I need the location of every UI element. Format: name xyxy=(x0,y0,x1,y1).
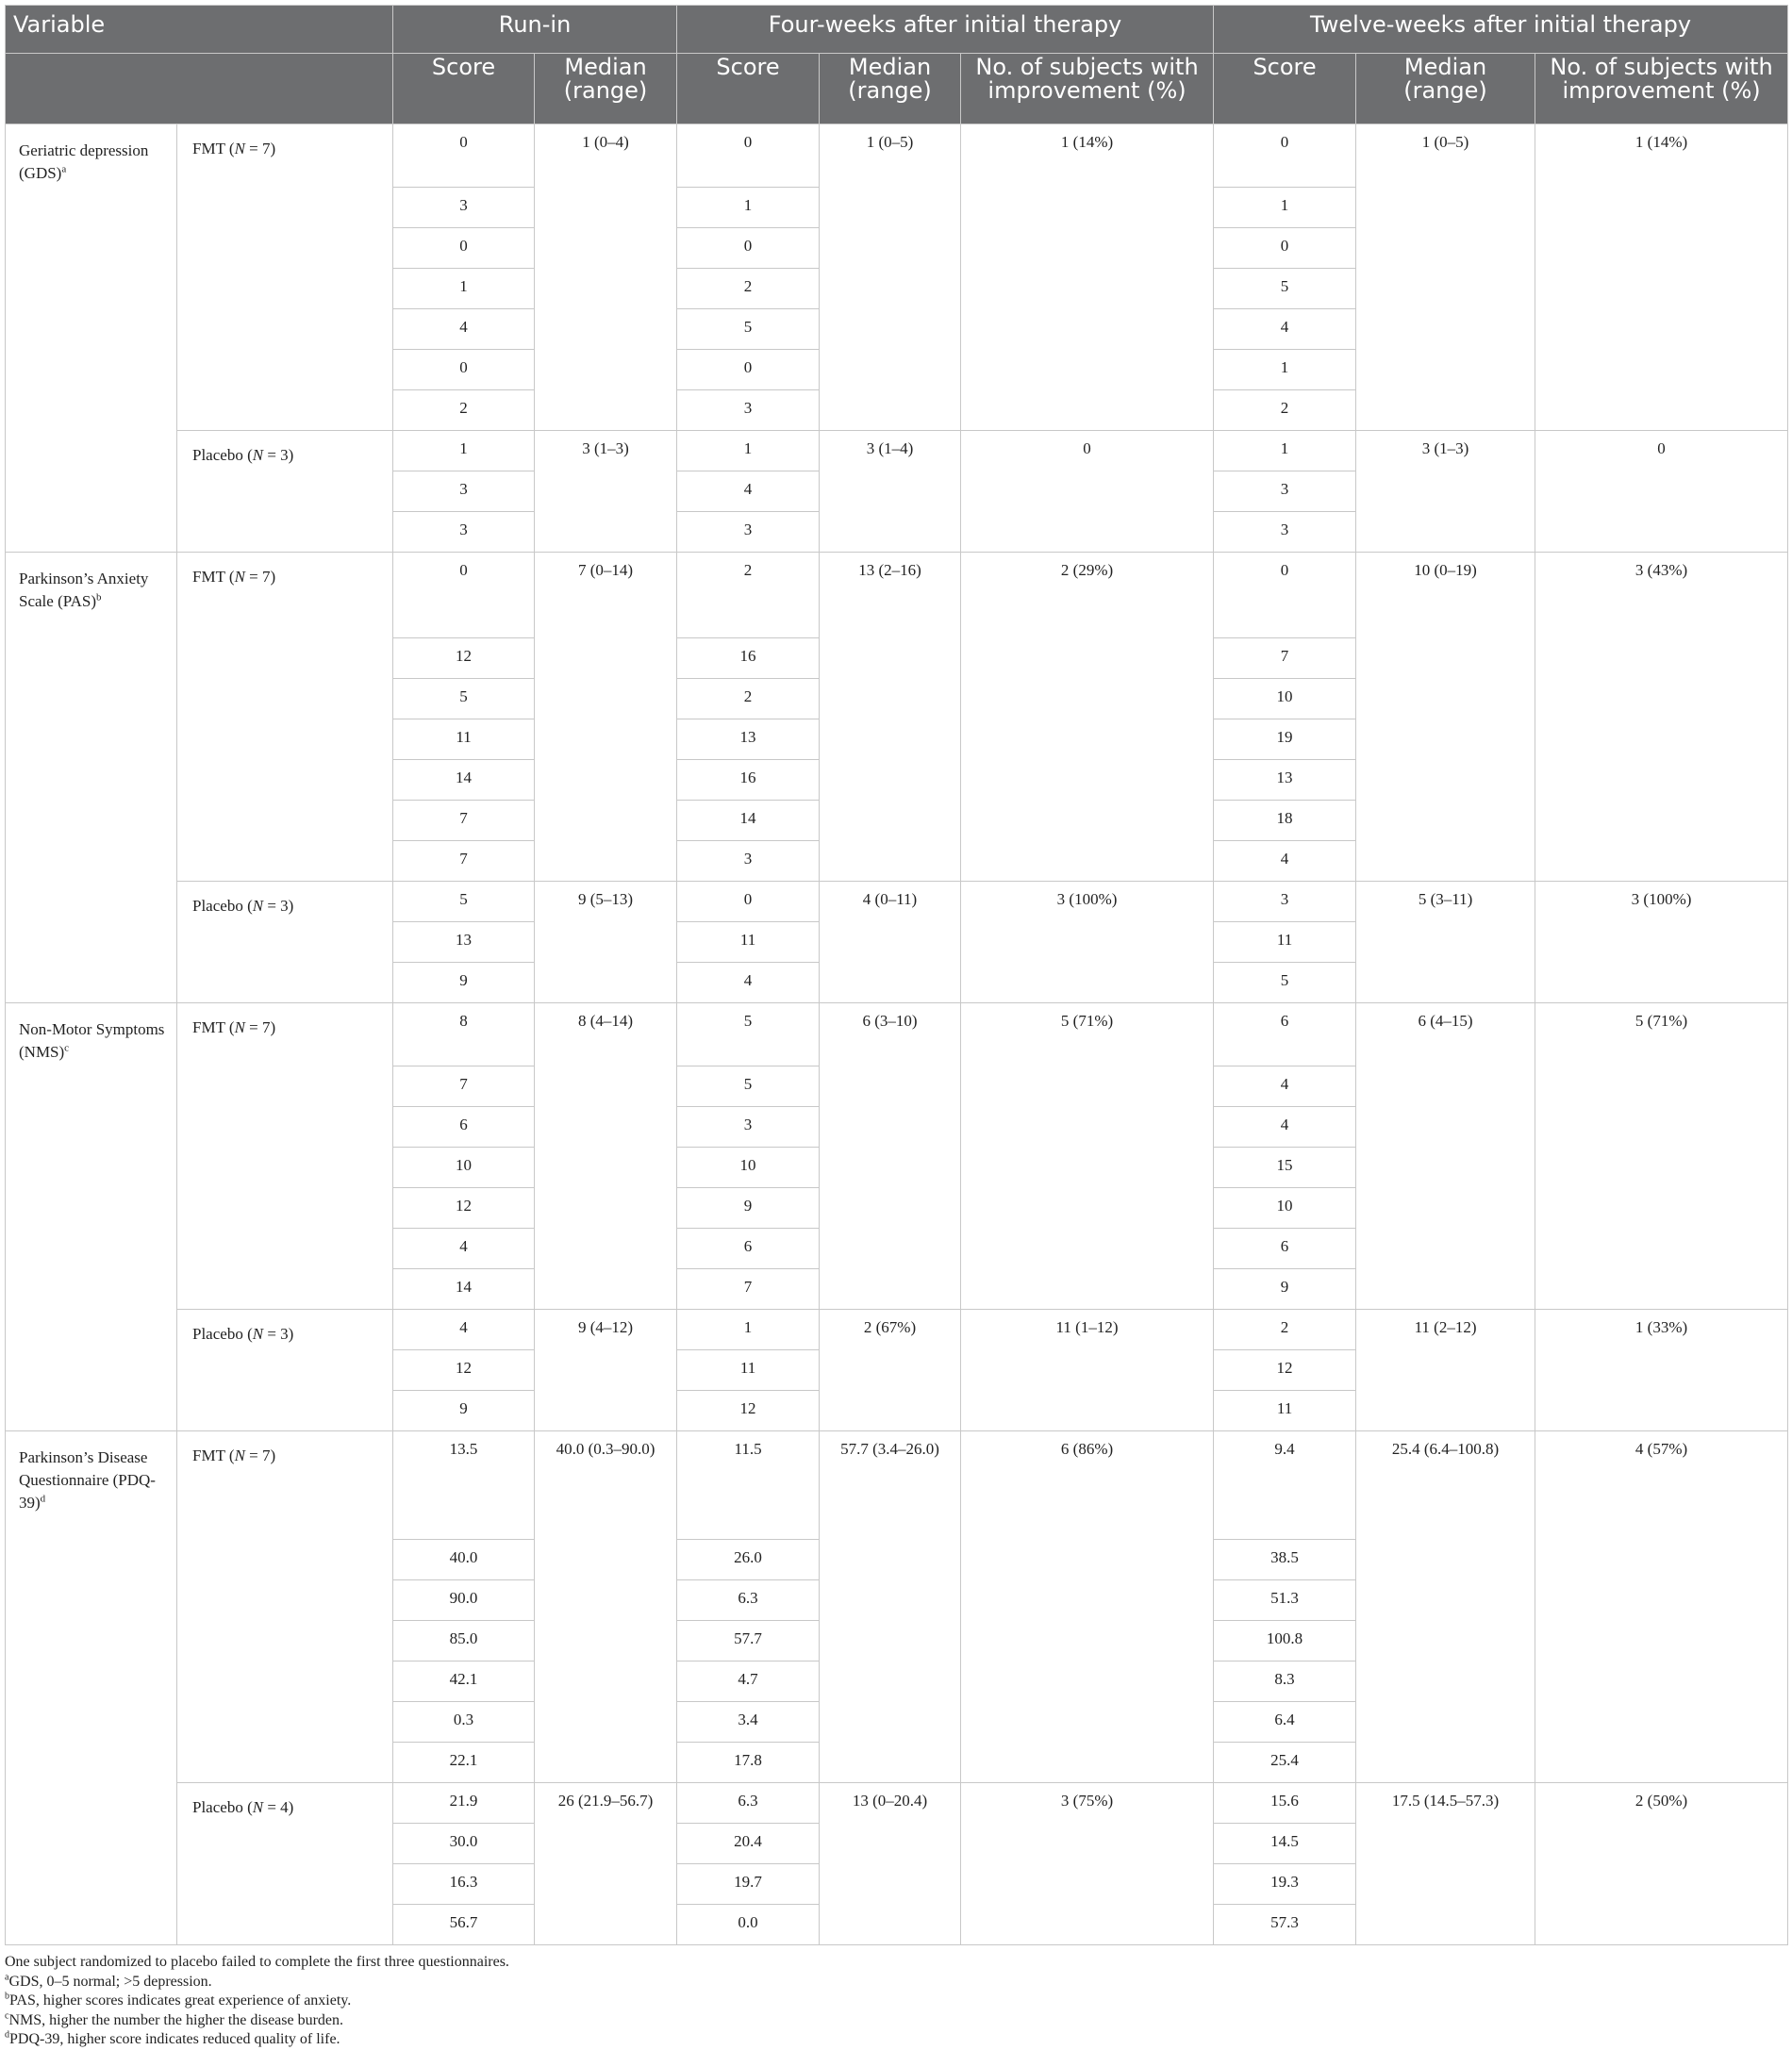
four-week-median: 1 (0–5) xyxy=(820,124,961,431)
four-week-score: 10 xyxy=(677,1148,820,1188)
twelve-week-score: 6 xyxy=(1214,1003,1356,1066)
four-week-score: 12 xyxy=(677,1391,820,1431)
four-week-score: 0 xyxy=(677,350,820,390)
table-row xyxy=(6,1003,1788,1066)
four-week-improvement: 3 (75%) xyxy=(961,1783,1214,1945)
header-blank xyxy=(6,54,393,124)
twelve-week-improvement: 2 (50%) xyxy=(1535,1783,1788,1945)
four-week-score: 1 xyxy=(677,188,820,228)
group-label: Placebo (N = 3) xyxy=(177,882,393,1003)
four-week-score: 3 xyxy=(677,512,820,553)
four-week-score: 57.7 xyxy=(677,1621,820,1661)
four-week-score: 17.8 xyxy=(677,1743,820,1783)
group-label: FMT (N = 7) xyxy=(177,124,393,431)
twelve-week-score: 11 xyxy=(1214,1391,1356,1431)
twelve-week-score: 5 xyxy=(1214,269,1356,309)
four-week-median: 13 (2–16) xyxy=(820,553,961,882)
four-week-score: 19.7 xyxy=(677,1864,820,1905)
four-week-median: 4 (0–11) xyxy=(820,882,961,1003)
group-label: FMT (N = 7) xyxy=(177,553,393,882)
run-in-score: 7 xyxy=(393,1066,535,1107)
four-week-score: 5 xyxy=(677,1003,820,1066)
four-week-score: 1 xyxy=(677,1310,820,1350)
twelve-week-score: 18 xyxy=(1214,801,1356,841)
footnote-b: $^b$PAS, higher scores indicates great experience of anxiety. xyxy=(5,1991,352,2009)
four-week-score: 1 xyxy=(677,431,820,471)
twelve-week-score: 9.4 xyxy=(1214,1431,1356,1540)
twelve-week-improvement: 1 (14%) xyxy=(1535,124,1788,431)
twelve-week-score: 13 xyxy=(1214,760,1356,801)
twelve-week-score: 5 xyxy=(1214,963,1356,1003)
run-in-median: 8 (4–14) xyxy=(535,1003,677,1310)
run-in-score: 6 xyxy=(393,1107,535,1148)
four-week-improvement: 5 (71%) xyxy=(961,1003,1214,1310)
header-four-weeks: Four-weeks after initial therapy xyxy=(677,6,1214,54)
four-week-score: 6 xyxy=(677,1229,820,1269)
run-in-score: 7 xyxy=(393,801,535,841)
header-run-in: Run-in xyxy=(393,6,677,54)
table-row xyxy=(6,553,1788,638)
twelve-week-score: 7 xyxy=(1214,638,1356,679)
twelve-week-score: 2 xyxy=(1214,390,1356,431)
results-table xyxy=(5,5,1788,1945)
four-week-score: 11 xyxy=(677,1350,820,1391)
table-row xyxy=(6,431,1788,471)
header-score: Score xyxy=(677,54,820,124)
twelve-week-score: 9 xyxy=(1214,1269,1356,1310)
footnote-intro: One subject randomized to placebo failed to complete the first three questionnaires. xyxy=(5,1954,509,1970)
header-improvement: No. of subjects with improvement (%) xyxy=(961,54,1214,124)
twelve-week-score: 25.4 xyxy=(1214,1743,1356,1783)
four-week-score: 5 xyxy=(677,1066,820,1107)
four-week-score: 3.4 xyxy=(677,1702,820,1743)
header-improvement: No. of subjects with improvement (%) xyxy=(1535,54,1788,124)
run-in-score: 30.0 xyxy=(393,1824,535,1864)
footnote-a: $^a$GDS, 0–5 normal; >5 depression. xyxy=(5,1972,212,1990)
twelve-week-score: 1 xyxy=(1214,188,1356,228)
run-in-score: 90.0 xyxy=(393,1580,535,1621)
run-in-score: 2 xyxy=(393,390,535,431)
header-twelve-weeks: Twelve-weeks after initial therapy xyxy=(1214,6,1788,54)
run-in-score: 9 xyxy=(393,1391,535,1431)
header-median: Median (range) xyxy=(820,54,961,124)
group-label: FMT (N = 7) xyxy=(177,1431,393,1783)
four-week-score: 9 xyxy=(677,1188,820,1229)
twelve-week-score: 4 xyxy=(1214,841,1356,882)
twelve-week-score: 12 xyxy=(1214,1350,1356,1391)
four-week-score: 3 xyxy=(677,1107,820,1148)
run-in-score: 40.0 xyxy=(393,1540,535,1580)
run-in-score: 1 xyxy=(393,431,535,471)
four-week-median: 2 (67%) xyxy=(820,1310,961,1431)
run-in-score: 7 xyxy=(393,841,535,882)
table-row xyxy=(6,1431,1788,1540)
run-in-score: 56.7 xyxy=(393,1905,535,1945)
table-row xyxy=(6,1783,1788,1824)
run-in-median: 26 (21.9–56.7) xyxy=(535,1783,677,1945)
four-week-score: 2 xyxy=(677,269,820,309)
run-in-score: 3 xyxy=(393,512,535,553)
table-body xyxy=(6,124,1788,1945)
twelve-week-median: 6 (4–15) xyxy=(1356,1003,1535,1310)
header-median: Median (range) xyxy=(1356,54,1535,124)
twelve-week-improvement: 0 xyxy=(1535,431,1788,553)
table-row xyxy=(6,882,1788,922)
four-week-score: 2 xyxy=(677,553,820,638)
twelve-week-score: 57.3 xyxy=(1214,1905,1356,1945)
twelve-week-score: 38.5 xyxy=(1214,1540,1356,1580)
footnotes xyxy=(5,1953,1787,2050)
twelve-week-score: 6.4 xyxy=(1214,1702,1356,1743)
table-row xyxy=(6,1310,1788,1350)
four-week-score: 3 xyxy=(677,390,820,431)
run-in-score: 5 xyxy=(393,882,535,922)
run-in-score: 12 xyxy=(393,638,535,679)
twelve-week-score: 15.6 xyxy=(1214,1783,1356,1824)
twelve-week-score: 6 xyxy=(1214,1229,1356,1269)
twelve-week-score: 11 xyxy=(1214,922,1356,963)
run-in-median: 9 (5–13) xyxy=(535,882,677,1003)
run-in-score: 9 xyxy=(393,963,535,1003)
twelve-week-median: 25.4 (6.4–100.8) xyxy=(1356,1431,1535,1783)
twelve-week-score: 51.3 xyxy=(1214,1580,1356,1621)
run-in-score: 0 xyxy=(393,350,535,390)
four-week-score: 13 xyxy=(677,719,820,760)
twelve-week-score: 0 xyxy=(1214,228,1356,269)
four-week-score: 16 xyxy=(677,760,820,801)
run-in-score: 21.9 xyxy=(393,1783,535,1824)
four-week-improvement: 3 (100%) xyxy=(961,882,1214,1003)
four-week-score: 4 xyxy=(677,471,820,512)
twelve-week-score: 4 xyxy=(1214,309,1356,350)
twelve-week-improvement: 4 (57%) xyxy=(1535,1431,1788,1783)
four-week-improvement: 11 (1–12) xyxy=(961,1310,1214,1431)
run-in-median: 3 (1–3) xyxy=(535,431,677,553)
run-in-score: 12 xyxy=(393,1188,535,1229)
run-in-score: 1 xyxy=(393,269,535,309)
table-container xyxy=(5,5,1787,2050)
four-week-score: 0 xyxy=(677,882,820,922)
header-variable: Variable xyxy=(6,6,393,54)
four-week-median: 6 (3–10) xyxy=(820,1003,961,1310)
run-in-median: 40.0 (0.3–90.0) xyxy=(535,1431,677,1783)
group-label: Placebo (N = 3) xyxy=(177,1310,393,1431)
twelve-week-improvement: 3 (43%) xyxy=(1535,553,1788,882)
four-week-improvement: 2 (29%) xyxy=(961,553,1214,882)
four-week-score: 3 xyxy=(677,841,820,882)
run-in-median: 9 (4–12) xyxy=(535,1310,677,1431)
run-in-score: 0 xyxy=(393,228,535,269)
four-week-score: 0 xyxy=(677,228,820,269)
twelve-week-score: 14.5 xyxy=(1214,1824,1356,1864)
group-label: Placebo (N = 3) xyxy=(177,431,393,553)
four-week-score: 5 xyxy=(677,309,820,350)
twelve-week-score: 15 xyxy=(1214,1148,1356,1188)
variable-label: Non-Motor Symptoms (NMS)$^c$ xyxy=(6,1003,177,1431)
twelve-week-score: 10 xyxy=(1214,1188,1356,1229)
four-week-median: 13 (0–20.4) xyxy=(820,1783,961,1945)
run-in-score: 12 xyxy=(393,1350,535,1391)
four-week-score: 7 xyxy=(677,1269,820,1310)
twelve-week-score: 3 xyxy=(1214,471,1356,512)
twelve-week-score: 1 xyxy=(1214,431,1356,471)
four-week-score: 2 xyxy=(677,679,820,719)
run-in-score: 4 xyxy=(393,1229,535,1269)
four-week-score: 0 xyxy=(677,124,820,188)
four-week-score: 0.0 xyxy=(677,1905,820,1945)
run-in-score: 14 xyxy=(393,1269,535,1310)
four-week-improvement: 6 (86%) xyxy=(961,1431,1214,1783)
run-in-score: 0 xyxy=(393,553,535,638)
footnote-d: $^d$PDQ-39, higher score indicates reduced quality of life. xyxy=(5,2029,340,2047)
run-in-score: 5 xyxy=(393,679,535,719)
four-week-improvement: 0 xyxy=(961,431,1214,553)
four-week-score: 4.7 xyxy=(677,1661,820,1702)
group-label: FMT (N = 7) xyxy=(177,1003,393,1310)
run-in-score: 3 xyxy=(393,188,535,228)
run-in-score: 11 xyxy=(393,719,535,760)
variable-label: Parkinson’s Disease Questionnaire $(PDQ-39)^d$ xyxy=(6,1431,177,1945)
twelve-week-score: 4 xyxy=(1214,1107,1356,1148)
table-row xyxy=(6,124,1788,188)
run-in-score: 4 xyxy=(393,1310,535,1350)
run-in-score: 16.3 xyxy=(393,1864,535,1905)
four-week-score: 11 xyxy=(677,922,820,963)
twelve-week-median: 10 (0–19) xyxy=(1356,553,1535,882)
twelve-week-score: 1 xyxy=(1214,350,1356,390)
four-week-score: 14 xyxy=(677,801,820,841)
run-in-median: 1 (0–4) xyxy=(535,124,677,431)
twelve-week-score: 0 xyxy=(1214,124,1356,188)
twelve-week-score: 19 xyxy=(1214,719,1356,760)
twelve-week-median: 3 (1–3) xyxy=(1356,431,1535,553)
run-in-score: 14 xyxy=(393,760,535,801)
run-in-score: 10 xyxy=(393,1148,535,1188)
header-score: Score xyxy=(393,54,535,124)
four-week-improvement: 1 (14%) xyxy=(961,124,1214,431)
twelve-week-improvement: 3 (100%) xyxy=(1535,882,1788,1003)
run-in-score: 8 xyxy=(393,1003,535,1066)
run-in-score: 0 xyxy=(393,124,535,188)
run-in-score: 13.5 xyxy=(393,1431,535,1540)
twelve-week-median: 17.5 (14.5–57.3) xyxy=(1356,1783,1535,1945)
four-week-median: 3 (1–4) xyxy=(820,431,961,553)
header-row-1 xyxy=(6,6,1788,54)
twelve-week-score: 8.3 xyxy=(1214,1661,1356,1702)
twelve-week-score: 3 xyxy=(1214,512,1356,553)
twelve-week-median: 1 (0–5) xyxy=(1356,124,1535,431)
twelve-week-score: 2 xyxy=(1214,1310,1356,1350)
twelve-week-median: 11 (2–12) xyxy=(1356,1310,1535,1431)
twelve-week-improvement: 5 (71%) xyxy=(1535,1003,1788,1310)
group-label: Placebo (N = 4) xyxy=(177,1783,393,1945)
header-median: Median (range) xyxy=(535,54,677,124)
twelve-week-median: 5 (3–11) xyxy=(1356,882,1535,1003)
four-week-score: 11.5 xyxy=(677,1431,820,1540)
run-in-median: 7 (0–14) xyxy=(535,553,677,882)
run-in-score: 42.1 xyxy=(393,1661,535,1702)
four-week-score: 4 xyxy=(677,963,820,1003)
run-in-score: 3 xyxy=(393,471,535,512)
run-in-score: 22.1 xyxy=(393,1743,535,1783)
four-week-score: 16 xyxy=(677,638,820,679)
run-in-score: 13 xyxy=(393,922,535,963)
four-week-score: 26.0 xyxy=(677,1540,820,1580)
twelve-week-score: 3 xyxy=(1214,882,1356,922)
footnote-c: $^c$NMS, higher the number the higher the disease burden. xyxy=(5,2010,344,2028)
run-in-score: 85.0 xyxy=(393,1621,535,1661)
variable-label: Parkinson’s Anxiety Scale (PAS)$^b$ xyxy=(6,553,177,1003)
four-week-score: 6.3 xyxy=(677,1580,820,1621)
four-week-score: 20.4 xyxy=(677,1824,820,1864)
twelve-week-score: 4 xyxy=(1214,1066,1356,1107)
twelve-week-score: 10 xyxy=(1214,679,1356,719)
variable-label: Geriatric depression (GDS)$^a$ xyxy=(6,124,177,553)
four-week-score: 6.3 xyxy=(677,1783,820,1824)
twelve-week-improvement: 1 (33%) xyxy=(1535,1310,1788,1431)
run-in-score: 4 xyxy=(393,309,535,350)
run-in-score: 0.3 xyxy=(393,1702,535,1743)
header-row-2 xyxy=(6,54,1788,124)
twelve-week-score: 0 xyxy=(1214,553,1356,638)
twelve-week-score: 19.3 xyxy=(1214,1864,1356,1905)
four-week-median: 57.7 (3.4–26.0) xyxy=(820,1431,961,1783)
twelve-week-score: 100.8 xyxy=(1214,1621,1356,1661)
header-score: Score xyxy=(1214,54,1356,124)
